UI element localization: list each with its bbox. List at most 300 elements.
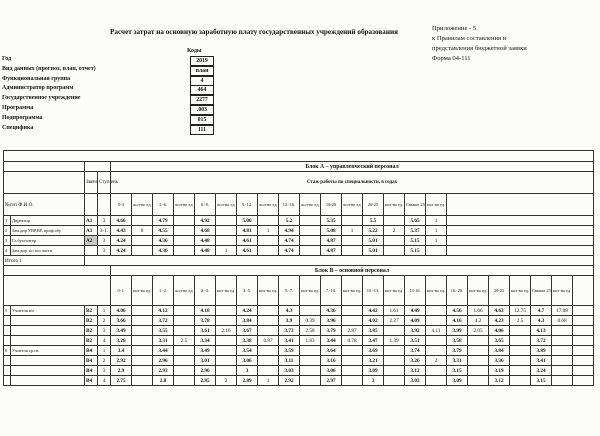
value-cell: 4.48 <box>195 246 216 256</box>
table-row <box>4 216 594 226</box>
block-b-col: 1.-2. <box>153 276 174 306</box>
value-cell: 2.97 <box>321 376 342 386</box>
value-cell <box>216 306 237 316</box>
code-label: Администратор программ <box>2 85 74 92</box>
value-cell <box>216 346 237 356</box>
row-name: Директор <box>11 216 85 226</box>
table-cell <box>85 162 111 172</box>
stupen-cell: 4 <box>98 336 111 346</box>
value-cell: 4.11 <box>426 326 447 336</box>
table-cell <box>447 194 594 216</box>
value-cell <box>258 356 279 366</box>
value-cell <box>342 346 363 356</box>
value-cell <box>132 216 153 226</box>
value-cell <box>426 316 447 326</box>
value-cell <box>510 346 531 356</box>
value-cell <box>342 306 363 316</box>
value-cell: 3.41 <box>531 356 552 366</box>
value-cell: 3.12 <box>489 376 510 386</box>
document-title: Расчет затрат на основную заработную плату государственных учреждений образования <box>110 28 399 36</box>
value-cell <box>216 226 237 236</box>
block-b-col: кол-во ед. <box>258 276 279 306</box>
value-cell: 1 <box>426 236 447 246</box>
value-cell: 3 <box>237 366 258 376</box>
zveno-cell: B4 <box>85 346 98 356</box>
value-cell <box>258 306 279 316</box>
value-cell: 4.3 <box>279 306 300 316</box>
value-cell: 4.36 <box>153 236 174 246</box>
row-name: Зам.дир. по хоз части <box>11 246 85 256</box>
value-cell <box>300 236 321 246</box>
value-cell: 3.21 <box>363 356 384 366</box>
value-cell: 2 <box>384 226 405 236</box>
table-row <box>4 346 594 356</box>
stazh-col: Свыше 25 <box>405 194 426 216</box>
value-cell <box>132 316 153 326</box>
row-number: 4 <box>4 246 11 256</box>
zveno-cell: A2 <box>85 236 98 246</box>
row-number <box>4 326 11 336</box>
stazh-col: 9.-12. <box>237 194 258 216</box>
value-cell <box>258 316 279 326</box>
value-cell: 3.79 <box>447 346 468 356</box>
value-cell: 4.7 <box>531 306 552 316</box>
value-cell: 4.42 <box>363 306 384 316</box>
value-cell <box>300 246 321 256</box>
value-cell: 3.96 <box>321 316 342 326</box>
zveno-cell: B4 <box>85 376 98 386</box>
value-cell: 4.61 <box>237 236 258 246</box>
value-cell: 4.49 <box>405 306 426 316</box>
value-cell: 4.68 <box>195 226 216 236</box>
table-cell <box>447 236 594 246</box>
table-row <box>4 376 594 386</box>
value-cell <box>132 366 153 376</box>
value-cell: 4.24 <box>111 236 132 246</box>
value-cell: 4.92 <box>195 216 216 226</box>
row-number: 5 <box>4 306 11 316</box>
code-value: 2019 <box>190 56 214 66</box>
block-b-col: 0-1. <box>111 276 132 306</box>
appendix-line: Форма 04-111 <box>432 55 471 62</box>
value-cell: 3.16 <box>321 356 342 366</box>
value-cell: 3.11 <box>279 356 300 366</box>
value-cell <box>132 336 153 346</box>
total-label: Итого 1 <box>4 256 85 266</box>
value-cell: 4.09 <box>405 316 426 326</box>
value-cell: 3.67 <box>237 326 258 336</box>
value-cell <box>384 376 405 386</box>
zveno-cell: B2 <box>85 316 98 326</box>
value-cell: 3.15 <box>447 366 468 376</box>
value-cell: 2.8 <box>153 376 174 386</box>
value-cell: 2.93 <box>153 366 174 376</box>
appendix-line: представления бюджетной заявки <box>432 45 527 52</box>
value-cell <box>342 356 363 366</box>
value-cell <box>132 236 153 246</box>
value-cell <box>426 366 447 376</box>
value-cell <box>468 366 489 376</box>
value-cell: 5.06 <box>237 216 258 226</box>
block-b-col: кол-во ед. <box>426 276 447 306</box>
table-row <box>4 356 594 366</box>
value-cell: 4.02 <box>363 316 384 326</box>
value-cell <box>468 346 489 356</box>
value-cell: 3.78 <box>195 316 216 326</box>
row-name: Учителя ср.сп. <box>11 346 85 356</box>
zveno-cell: B2 <box>85 336 98 346</box>
code-row <box>2 56 302 65</box>
value-cell <box>384 246 405 256</box>
zveno-cell: B4 <box>85 366 98 376</box>
block-b-col: кол-во ед. <box>216 276 237 306</box>
value-cell <box>468 336 489 346</box>
value-cell: 3.36 <box>489 356 510 366</box>
value-cell: 3.03 <box>279 366 300 376</box>
stazh-col: 0-3 <box>111 194 132 216</box>
value-cell <box>426 376 447 386</box>
value-cell <box>300 356 321 366</box>
codes-heading: Коды <box>187 48 202 54</box>
value-cell <box>174 246 195 256</box>
value-cell: 5.01 <box>363 246 384 256</box>
row-name <box>11 356 85 366</box>
value-cell <box>174 356 195 366</box>
value-cell: 5.37 <box>405 226 426 236</box>
value-cell: 3.19 <box>489 366 510 376</box>
value-cell <box>132 376 153 386</box>
table-row <box>4 336 594 346</box>
table-row <box>4 236 594 246</box>
value-cell: 4.56 <box>447 306 468 316</box>
value-cell: 4.18 <box>195 306 216 316</box>
value-cell: 12.75 <box>510 306 531 316</box>
value-cell: 2.96 <box>195 366 216 376</box>
value-cell: 3.28 <box>111 336 132 346</box>
stazh-col: 3.-6. <box>153 194 174 216</box>
stupen-cell: 1 <box>98 306 111 316</box>
block-b-col: кол-во ед. <box>510 276 531 306</box>
table-cell <box>447 216 594 226</box>
table-row <box>4 246 594 256</box>
value-cell <box>552 366 573 376</box>
value-cell: 3.49 <box>111 326 132 336</box>
table-cell <box>573 316 594 326</box>
row-name <box>11 316 85 326</box>
value-cell <box>384 346 405 356</box>
value-cell <box>132 246 153 256</box>
stazh-col: кол-во ед. <box>384 194 405 216</box>
table-cell <box>573 306 594 316</box>
total-row <box>4 256 594 266</box>
value-cell <box>510 366 531 376</box>
value-cell: 2.58 <box>300 326 321 336</box>
value-cell: 1 <box>342 226 363 236</box>
code-row <box>2 115 302 124</box>
value-cell: 3.54 <box>237 346 258 356</box>
row-number: 1 <box>4 216 11 226</box>
value-cell <box>468 376 489 386</box>
table-cell <box>573 376 594 386</box>
value-cell <box>174 306 195 316</box>
value-cell <box>132 326 153 336</box>
code-label: Специфика <box>2 124 34 131</box>
value-cell: 17.08 <box>552 306 573 316</box>
code-value: 464 <box>190 85 214 95</box>
value-cell <box>258 216 279 226</box>
value-cell <box>300 366 321 376</box>
code-label: Функциональная группа <box>2 75 71 82</box>
value-cell: 3.06 <box>321 366 342 376</box>
value-cell: 3.41 <box>279 336 300 346</box>
value-cell: 3.06 <box>237 356 258 366</box>
stazh-col: кол-во ед <box>342 194 363 216</box>
value-cell <box>132 306 153 316</box>
table-cell <box>573 346 594 356</box>
value-cell <box>384 216 405 226</box>
value-cell <box>174 236 195 246</box>
value-cell: 3.72 <box>153 316 174 326</box>
table-cell <box>85 194 98 216</box>
value-cell: 3.73 <box>279 326 300 336</box>
value-cell: 3.79 <box>321 326 342 336</box>
value-cell: 5.35 <box>321 216 342 226</box>
value-cell: 4.74 <box>279 246 300 256</box>
block-b-col: кол-во ед. <box>552 276 573 306</box>
block-b-col: 2.-3. <box>195 276 216 306</box>
value-cell: 2.9 <box>111 366 132 376</box>
block-b-col: Свыше 25 <box>531 276 552 306</box>
value-cell: 4.55 <box>153 226 174 236</box>
value-cell: 5.15 <box>405 236 426 246</box>
value-cell: 0.87 <box>258 336 279 346</box>
value-cell: 3.72 <box>531 336 552 346</box>
value-cell: 2.96 <box>153 356 174 366</box>
table-cell <box>98 194 111 216</box>
value-cell: 2.85 <box>195 376 216 386</box>
value-cell: 4.13 <box>531 326 552 336</box>
value-cell: 4.61 <box>237 246 258 256</box>
row-number <box>4 366 11 376</box>
stazh-col: кол-во ед <box>216 194 237 216</box>
value-cell <box>216 366 237 376</box>
row-number: 6 <box>4 346 11 356</box>
table-row <box>4 326 594 336</box>
zveno-cell: B2 <box>85 326 98 336</box>
value-cell: 3.26 <box>405 356 426 366</box>
code-row <box>2 95 302 104</box>
value-cell: 1.66 <box>468 306 489 316</box>
block-a-title-row <box>4 162 594 172</box>
value-cell: 4.79 <box>153 216 174 226</box>
stupen-cell: 3 <box>98 236 111 246</box>
value-cell: 3.03 <box>405 376 426 386</box>
block-a-subheader-row <box>4 194 594 216</box>
stazh-col: кол-во ед <box>300 194 321 216</box>
row-number <box>4 356 11 366</box>
code-label: Год <box>2 56 12 62</box>
stupen-cell: 1 <box>98 346 111 356</box>
block-b-title-row <box>4 266 594 276</box>
zveno-cell: B4 <box>85 356 98 366</box>
block-b-col: 13-16. <box>405 276 426 306</box>
value-cell: 3.12 <box>405 366 426 376</box>
value-cell: 4.16 <box>447 316 468 326</box>
block-a-header-row <box>4 172 594 194</box>
zveno-cell: A1 <box>85 216 98 226</box>
code-value: 015 <box>190 115 214 125</box>
value-cell: 3.84 <box>237 316 258 326</box>
value-cell <box>342 366 363 376</box>
stupen-cell: 3-1. <box>98 226 111 236</box>
value-cell: 4.66 <box>111 216 132 226</box>
stazh-col: 16-20 <box>321 194 342 216</box>
stazh-col: 6.-9. <box>195 194 216 216</box>
value-cell <box>510 356 531 366</box>
value-cell <box>384 236 405 246</box>
block-b-col: кол-во ед. <box>300 276 321 306</box>
value-cell: 2.5 <box>174 336 195 346</box>
stazh-col: кол-во ед. <box>426 194 447 216</box>
value-cell: 1 <box>258 376 279 386</box>
row-number <box>4 316 11 326</box>
col-fio: №п/п Ф.И.О. <box>4 194 85 216</box>
table-cell <box>4 172 85 194</box>
code-label: Государственное учреждение <box>2 95 81 102</box>
appendix-line: Приложение - 5 <box>432 25 477 32</box>
value-cell <box>216 216 237 226</box>
block-b-col: кол-во ед. <box>132 276 153 306</box>
value-cell: 1 <box>216 246 237 256</box>
code-label: Вид данных (прогноз, план, отчет) <box>2 65 96 72</box>
value-cell: 2.89 <box>237 376 258 386</box>
value-cell <box>216 316 237 326</box>
value-cell: 0.39 <box>300 316 321 326</box>
stupen-cell: 3 <box>98 246 111 256</box>
zveno-cell: B2 <box>85 306 98 316</box>
stupen-cell: 2 <box>98 316 111 326</box>
value-cell <box>258 326 279 336</box>
value-cell: 4.3 <box>531 316 552 326</box>
value-cell: 3 <box>363 376 384 386</box>
value-cell <box>300 376 321 386</box>
value-cell: 4.63 <box>489 306 510 316</box>
table-cell <box>85 256 594 266</box>
value-cell: 4.48 <box>195 236 216 246</box>
value-cell <box>426 336 447 346</box>
table-cell <box>4 266 111 276</box>
code-label: Подпрограмма <box>2 114 43 121</box>
value-cell: 5.08 <box>321 226 342 236</box>
value-cell: 0 <box>132 226 153 236</box>
value-cell <box>552 356 573 366</box>
value-cell: 2.5 <box>510 316 531 326</box>
value-cell: 3.15 <box>531 376 552 386</box>
value-cell <box>342 316 363 326</box>
value-cell: 3.58 <box>447 336 468 346</box>
value-cell: 3.84 <box>489 346 510 356</box>
value-cell: 1.61 <box>384 306 405 316</box>
value-cell: 2.27 <box>384 316 405 326</box>
stupen-cell: 4 <box>98 376 111 386</box>
value-cell: 1 <box>426 216 447 226</box>
stupen-cell: 3 <box>98 216 111 226</box>
value-cell: 1.83 <box>300 336 321 346</box>
block-b-col: кол-во ед. <box>468 276 489 306</box>
value-cell <box>216 336 237 346</box>
value-cell <box>258 236 279 246</box>
code-value: план <box>190 66 214 76</box>
value-cell <box>258 366 279 376</box>
value-cell <box>300 226 321 236</box>
value-cell: 4.87 <box>321 236 342 246</box>
value-cell: 3.44 <box>321 336 342 346</box>
table-row <box>4 316 594 326</box>
value-cell: 4.06 <box>489 326 510 336</box>
value-cell: 2 <box>216 376 237 386</box>
value-cell <box>426 306 447 316</box>
value-cell: 3.31 <box>153 336 174 346</box>
block-b-col: кол-во ед. <box>384 276 405 306</box>
value-cell: 3.59 <box>279 346 300 356</box>
table-cell <box>4 276 111 306</box>
value-cell: 3.74 <box>405 346 426 356</box>
value-cell: 4.2 <box>468 316 489 326</box>
row-number <box>4 336 11 346</box>
stupen-cell: 2 <box>98 356 111 366</box>
code-label: Программа <box>2 105 34 111</box>
value-cell <box>174 346 195 356</box>
value-cell: 5.2 <box>279 216 300 226</box>
code-value: 4 <box>190 76 214 86</box>
value-cell <box>342 376 363 386</box>
block-b-header-row <box>4 276 594 306</box>
value-cell <box>174 326 195 336</box>
stazh-col: 12.-16. <box>279 194 300 216</box>
value-cell <box>510 336 531 346</box>
value-cell: 3.9 <box>279 316 300 326</box>
row-number <box>4 376 11 386</box>
code-value: 111 <box>190 125 214 135</box>
value-cell: 4.23 <box>489 316 510 326</box>
table-cell <box>573 326 594 336</box>
value-cell <box>216 236 237 246</box>
value-cell: 3.85 <box>363 326 384 336</box>
table-row <box>4 226 594 236</box>
code-row <box>2 85 302 94</box>
value-cell: 3.66 <box>111 316 132 326</box>
value-cell <box>552 376 573 386</box>
zveno-cell: A1 <box>85 226 98 236</box>
block-b-col: 5.-7. <box>279 276 300 306</box>
block-b-col: 7.-10. <box>321 276 342 306</box>
value-cell: 4.81 <box>237 226 258 236</box>
value-cell <box>300 346 321 356</box>
value-cell: 3.47 <box>363 336 384 346</box>
value-cell: 5.22 <box>363 226 384 236</box>
table-cell <box>447 246 594 256</box>
table-cell <box>4 151 594 162</box>
value-cell <box>300 216 321 226</box>
value-cell: 2 <box>426 356 447 366</box>
block-b-col: 3.-5. <box>237 276 258 306</box>
value-cell: 3.09 <box>363 366 384 376</box>
value-cell <box>426 246 447 256</box>
table-cell <box>447 226 594 236</box>
table-cell <box>573 356 594 366</box>
value-cell: 4.06 <box>111 306 132 316</box>
value-cell: 3.65 <box>489 336 510 346</box>
